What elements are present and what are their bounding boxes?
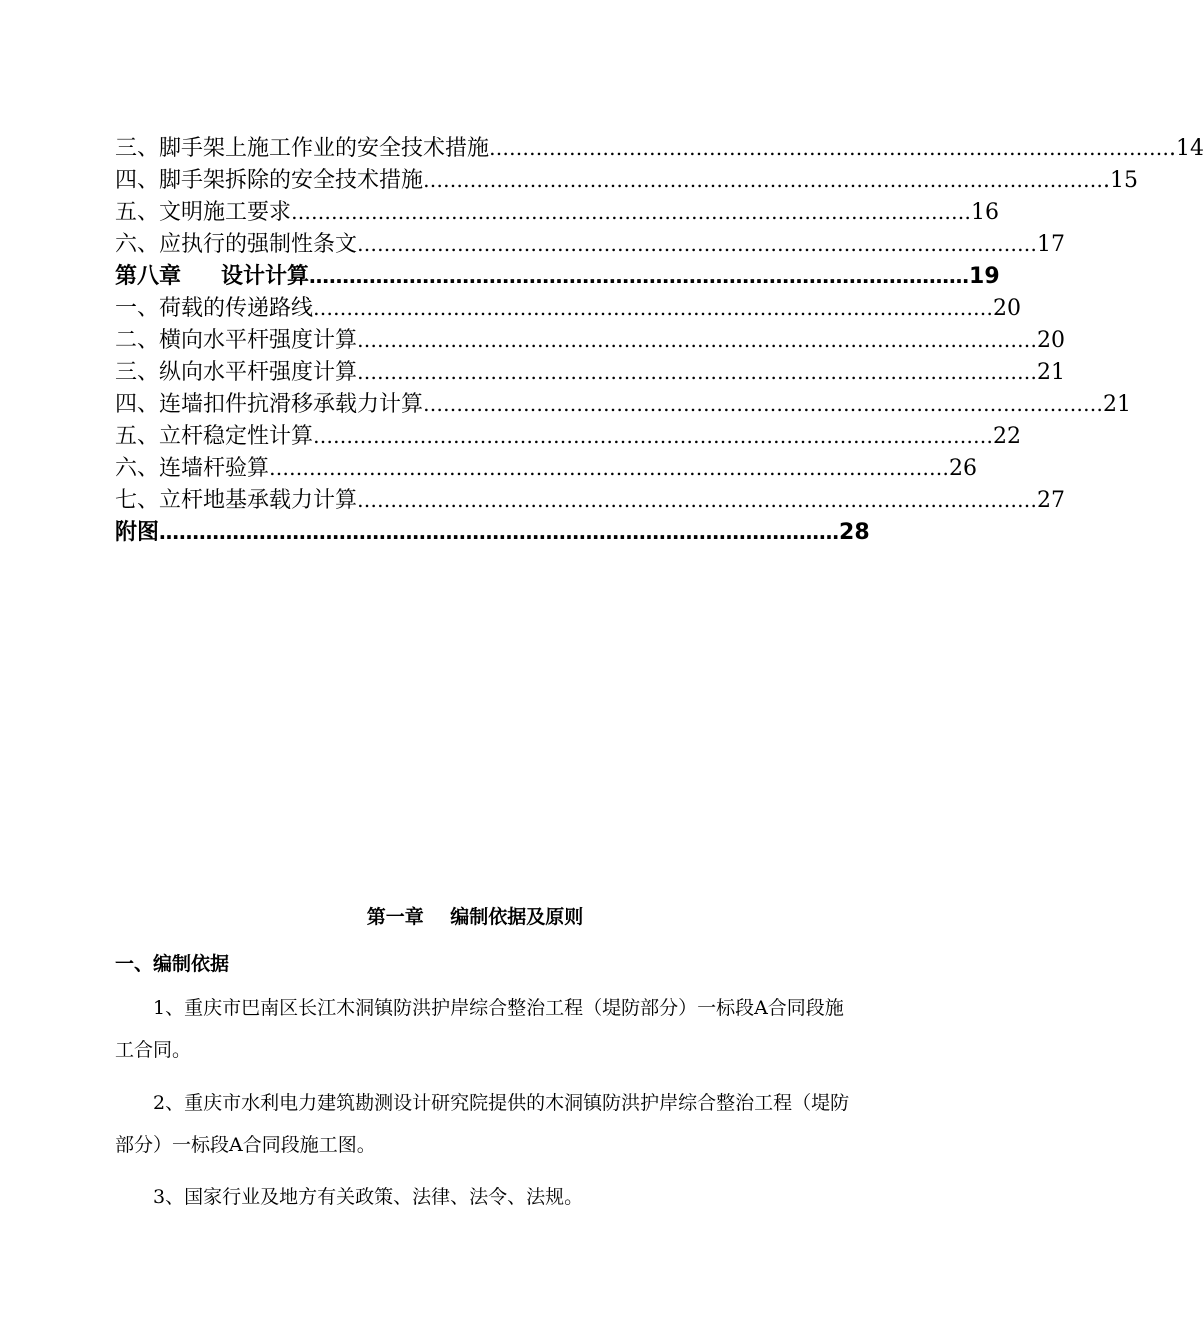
toc-entry-page: 28 — [839, 520, 870, 545]
toc-entry-label: 七、立杆地基承载力计算 — [115, 488, 358, 513]
toc-entry-page: 26 — [949, 456, 978, 481]
toc-leader-dots: ………………………………………………………………………………………… — [423, 392, 1104, 416]
toc-leader-dots: ………………………………………………………………………………………… — [313, 296, 994, 320]
toc-leader-dots: ………………………………………………………………………………………… — [357, 328, 1038, 352]
toc-entry[interactable] — [115, 164, 1139, 196]
toc-entry[interactable] — [115, 484, 1066, 516]
toc-entry-page: 20 — [993, 296, 1022, 321]
toc-entry-label: 三、纵向水平杆强度计算 — [115, 360, 358, 385]
toc-leader-dots: ………………………………………………………………………………………… — [313, 424, 994, 448]
toc-leader-dots: ………………………………………………………………………………………… — [291, 200, 972, 224]
toc-entry-label: 六、应执行的强制性条文 — [115, 232, 358, 257]
toc-leader-dots: ………………………………………………………………………………………… — [489, 136, 1170, 160]
toc-entry-label: 四、连墙扣件抗滑移承载力计算 — [115, 392, 424, 417]
body-paragraph: 1、重庆市巴南区长江木洞镇防洪护岸综合整治工程（堤防部分）一标段A合同段施工合同。 — [115, 997, 844, 1061]
toc-entry-label: 五、文明施工要求 — [115, 200, 292, 225]
toc-entry-page: 21 — [1037, 360, 1066, 385]
toc-leader-dots: ………………………………………………………………………………………… — [357, 488, 1038, 512]
toc-chapter-number: 第八章 — [115, 264, 182, 289]
toc-entry[interactable] — [115, 420, 1022, 452]
toc-entry-page: 27 — [1037, 488, 1066, 513]
toc-entry-page: 21 — [1103, 392, 1132, 417]
toc-entry-page: 19 — [969, 264, 1000, 289]
toc-appendix-entry[interactable] — [115, 516, 870, 548]
toc-entry-page: 16 — [971, 200, 1000, 225]
toc-entry[interactable] — [115, 228, 1066, 260]
toc-entry-page: 17 — [1037, 232, 1066, 257]
toc-entry[interactable] — [115, 196, 1000, 228]
toc-leader-dots: ………………………………………………………………………………………… — [269, 456, 950, 480]
toc-entry-label: 五、立杆稳定性计算 — [115, 424, 314, 449]
toc-entry-label: 三、脚手架上施工作业的安全技术措施 — [115, 136, 490, 161]
toc-entry[interactable] — [115, 324, 1066, 356]
toc-leader-dots: ………………………………………………………………………………………… — [423, 168, 1104, 192]
toc-entry-label: 二、横向水平杆强度计算 — [115, 328, 358, 353]
section-heading: 一、编制依据 — [115, 953, 230, 975]
toc-chapter-label — [115, 261, 309, 293]
toc-entry[interactable] — [115, 292, 1022, 324]
toc-entry-page: .14 — [1169, 136, 1204, 161]
toc-entry-page: 20 — [1037, 328, 1066, 353]
toc-entry-label: 附图 — [115, 520, 160, 545]
body-paragraph: 3、国家行业及地方有关政策、法律、法令、法规。 — [153, 1186, 584, 1208]
toc-leader-dots: ………………………………………………………………………………………… — [357, 360, 1038, 384]
toc-chapter-title: 设计计算 — [221, 264, 310, 289]
toc-leader-dots: ………………………………………………………………………………………… — [159, 520, 840, 544]
toc-entry[interactable] — [115, 356, 1066, 388]
toc-entry[interactable] — [115, 452, 978, 484]
toc-entry-label: 四、脚手架拆除的安全技术措施 — [115, 168, 424, 193]
toc-entry-label: 六、连墙杆验算 — [115, 456, 270, 481]
toc-entry[interactable] — [115, 388, 1132, 420]
toc-chapter-entry[interactable] — [115, 260, 1000, 292]
chapter-title: 第一章 编制依据及原则 — [366, 906, 584, 928]
toc-leader-dots: ……………………………………………………………………………………… — [309, 264, 970, 288]
table-of-contents — [115, 132, 1204, 548]
body-paragraph: 2、重庆市水利电力建筑勘测设计研究院提供的木洞镇防洪护岸综合整治工程（堤防部分）一标段A合同段施工图。 — [115, 1092, 850, 1156]
toc-entry-label: 一、荷载的传递路线 — [115, 296, 314, 321]
toc-leader-dots: ………………………………………………………………………………………… — [357, 232, 1038, 256]
toc-entry[interactable] — [115, 132, 1204, 164]
toc-entry-page: 22 — [993, 424, 1022, 449]
toc-entry-page: .15 — [1103, 168, 1139, 193]
